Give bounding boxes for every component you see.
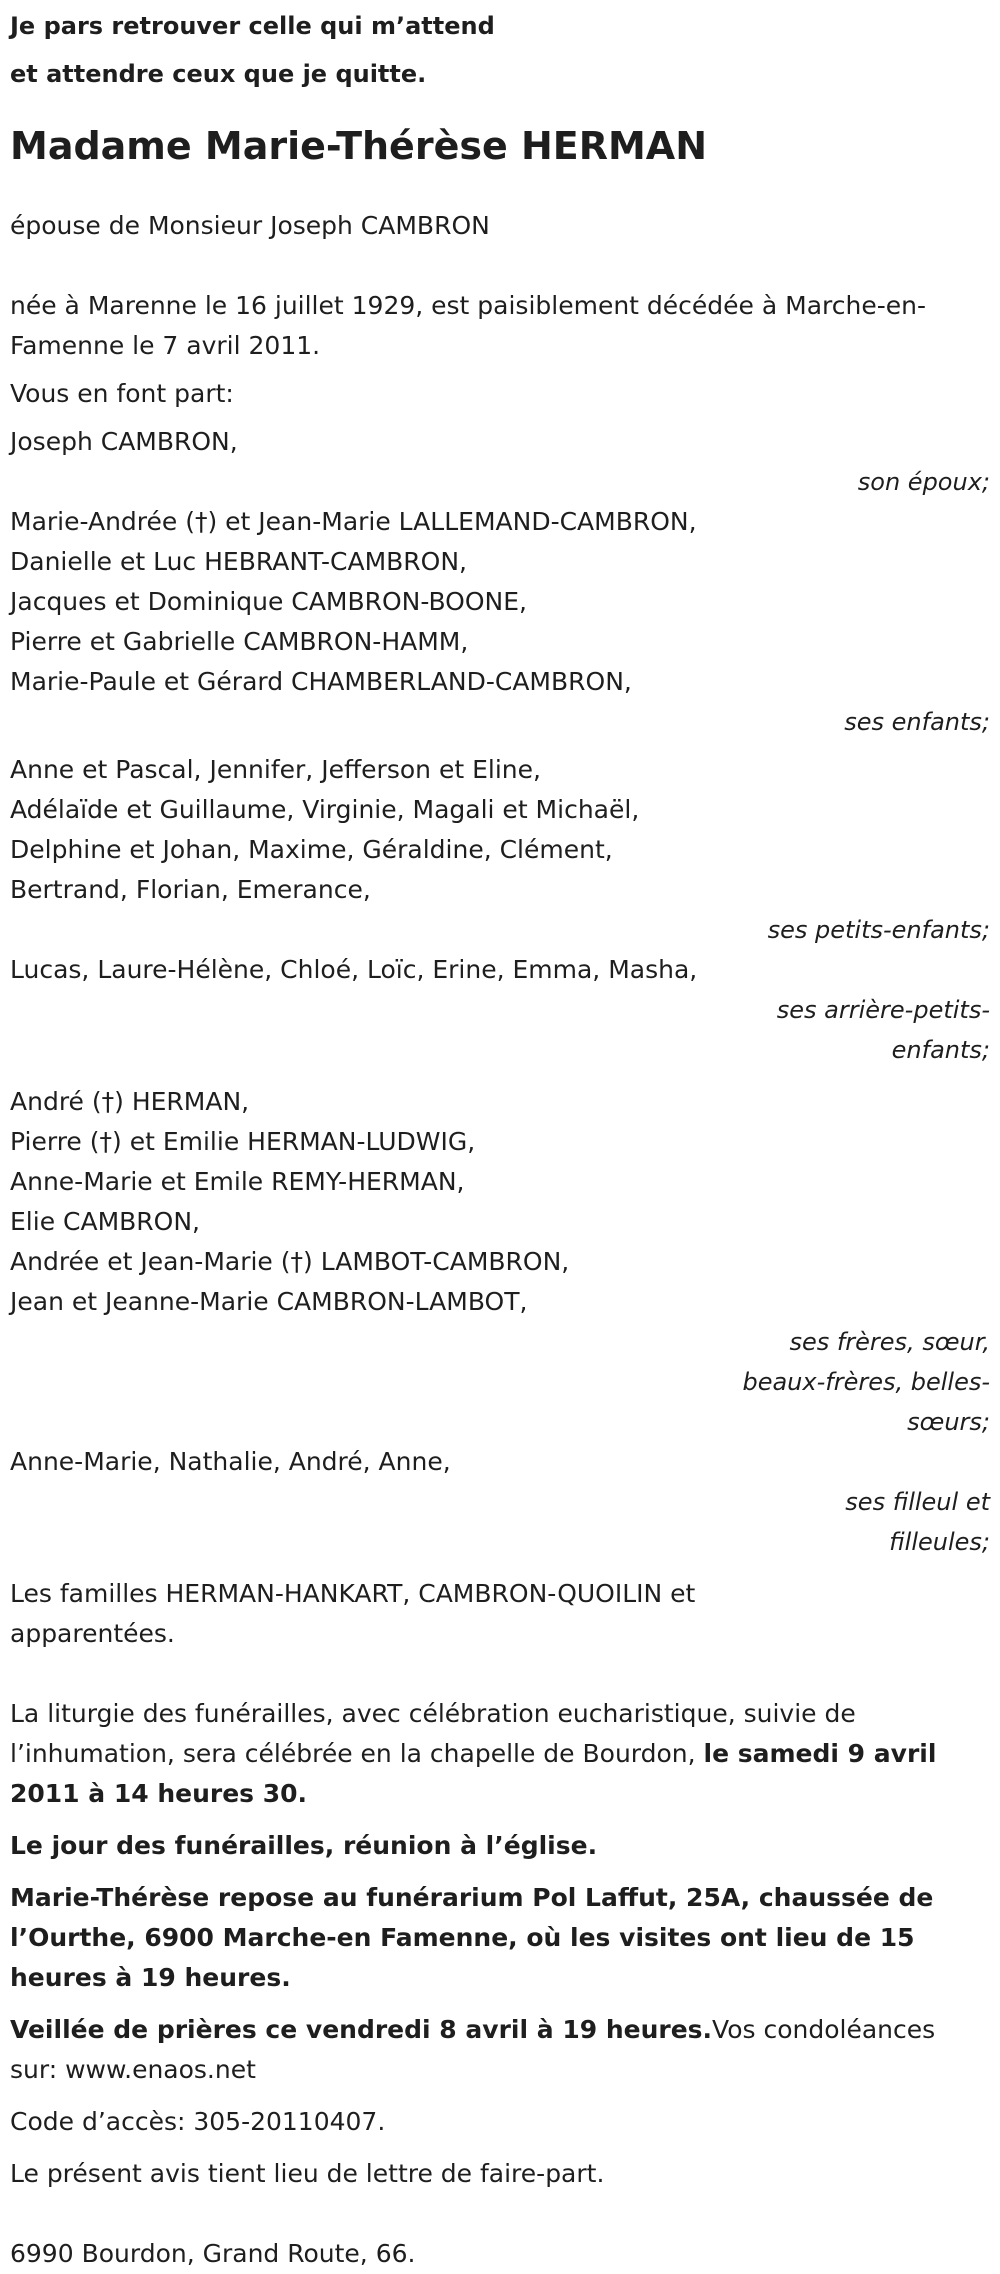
name-line: Delphine et Johan, Maxime, Géraldine, Clément, <box>10 835 613 864</box>
group-husband <box>10 422 990 502</box>
name-line: Anne-Marie, Nathalie, André, Anne, <box>10 1447 451 1476</box>
group-godchildren <box>10 1442 990 1562</box>
name-line: Anne-Marie et Emile REMY-HERMAN, <box>10 1167 465 1196</box>
group-great-grandchildren <box>10 950 990 1070</box>
families-line: Les familles HERMAN-HANKART, CAMBRON-QUOILIN et apparentées. <box>10 1579 696 1648</box>
name-line: Adélaïde et Guillaume, Virginie, Magali et Michaël, <box>10 795 640 824</box>
name-line: Joseph CAMBRON, <box>10 427 238 456</box>
name-line: Danielle et Luc HEBRANT-CAMBRON, <box>10 547 467 576</box>
role-label: ses enfants; <box>844 708 990 736</box>
vigil-paragraph <box>10 2010 990 2090</box>
notice-line: Le présent avis tient lieu de lettre de faire-part. <box>10 2159 605 2188</box>
role-label: ses filleul et filleules; <box>845 1488 990 1556</box>
liturgy-text: La liturgie des funérailles, avec célébration eucharistique, suivie de l’inhumation, sera célébrée en la chapelle de Bourdon, <box>10 1699 856 1768</box>
spouse-line: épouse de Monsieur Joseph CAMBRON <box>10 211 490 240</box>
access-code-line: Code d’accès: 305-20110407. <box>10 2107 386 2136</box>
condolences-text: Vos condoléances sur: www.enaos.net <box>10 2015 936 2084</box>
name-line: André (†) HERMAN, <box>10 1087 250 1116</box>
death-notice <box>10 0 990 2274</box>
birth-death-line: née à Marenne le 16 juillet 1929, est paisiblement décédée à Marche-en-Famenne le 7 avril 2011. <box>10 291 927 360</box>
meeting-line: Le jour des funérailles, réunion à l’église. <box>10 1831 598 1860</box>
name-line: Jean et Jeanne-Marie CAMBRON-LAMBOT, <box>10 1287 528 1316</box>
address-line: 6990 Bourdon, Grand Route, 66. <box>10 2239 416 2268</box>
name-line: Andrée et Jean-Marie (†) LAMBOT-CAMBRON, <box>10 1247 570 1276</box>
deceased-name: Madame Marie-Thérèse HERMAN <box>10 124 708 168</box>
funerarium-paragraph: Marie-Thérèse repose au funérarium Pol Laffut, 25A, chaussée de l’Ourthe, 6900 Marche-en Famenne, où les visites ont lieu de 15 heures à 19 heures. <box>10 1883 934 1992</box>
name-line: Marie-Andrée (†) et Jean-Marie LALLEMAND-CAMBRON, <box>10 507 697 536</box>
name-line: Anne et Pascal, Jennifer, Jefferson et Eline, <box>10 755 541 784</box>
role-label: ses arrière-petits-enfants; <box>776 996 990 1064</box>
announce-line: Vous en font part: <box>10 379 234 408</box>
liturgy-paragraph <box>10 1694 990 1814</box>
name-line: Elie CAMBRON, <box>10 1207 200 1236</box>
group-grandchildren <box>10 750 990 950</box>
liturgy-date: le samedi 9 avril 2011 à 14 heures 30. <box>10 1739 937 1808</box>
role-label: ses frères, sœur, beaux-frères, belles-sœurs; <box>742 1328 990 1436</box>
group-siblings <box>10 1082 990 1442</box>
vigil-text: Veillée de prières ce vendredi 8 avril à 19 heures. <box>10 2015 713 2044</box>
name-line: Pierre et Gabrielle CAMBRON-HAMM, <box>10 627 469 656</box>
role-label: son époux; <box>857 468 990 496</box>
quote-line-1: Je pars retrouver celle qui m’attend <box>10 12 495 40</box>
name-line: Jacques et Dominique CAMBRON-BOONE, <box>10 587 527 616</box>
group-children <box>10 502 990 742</box>
name-line: Bertrand, Florian, Emerance, <box>10 875 371 904</box>
name-line: Lucas, Laure-Hélène, Chloé, Loïc, Erine, Emma, Masha, <box>10 955 698 984</box>
quote-line-2: et attendre ceux que je quitte. <box>10 60 427 88</box>
name-line: Pierre (†) et Emilie HERMAN-LUDWIG, <box>10 1127 476 1156</box>
role-label: ses petits-enfants; <box>767 916 990 944</box>
name-line: Marie-Paule et Gérard CHAMBERLAND-CAMBRON, <box>10 667 632 696</box>
